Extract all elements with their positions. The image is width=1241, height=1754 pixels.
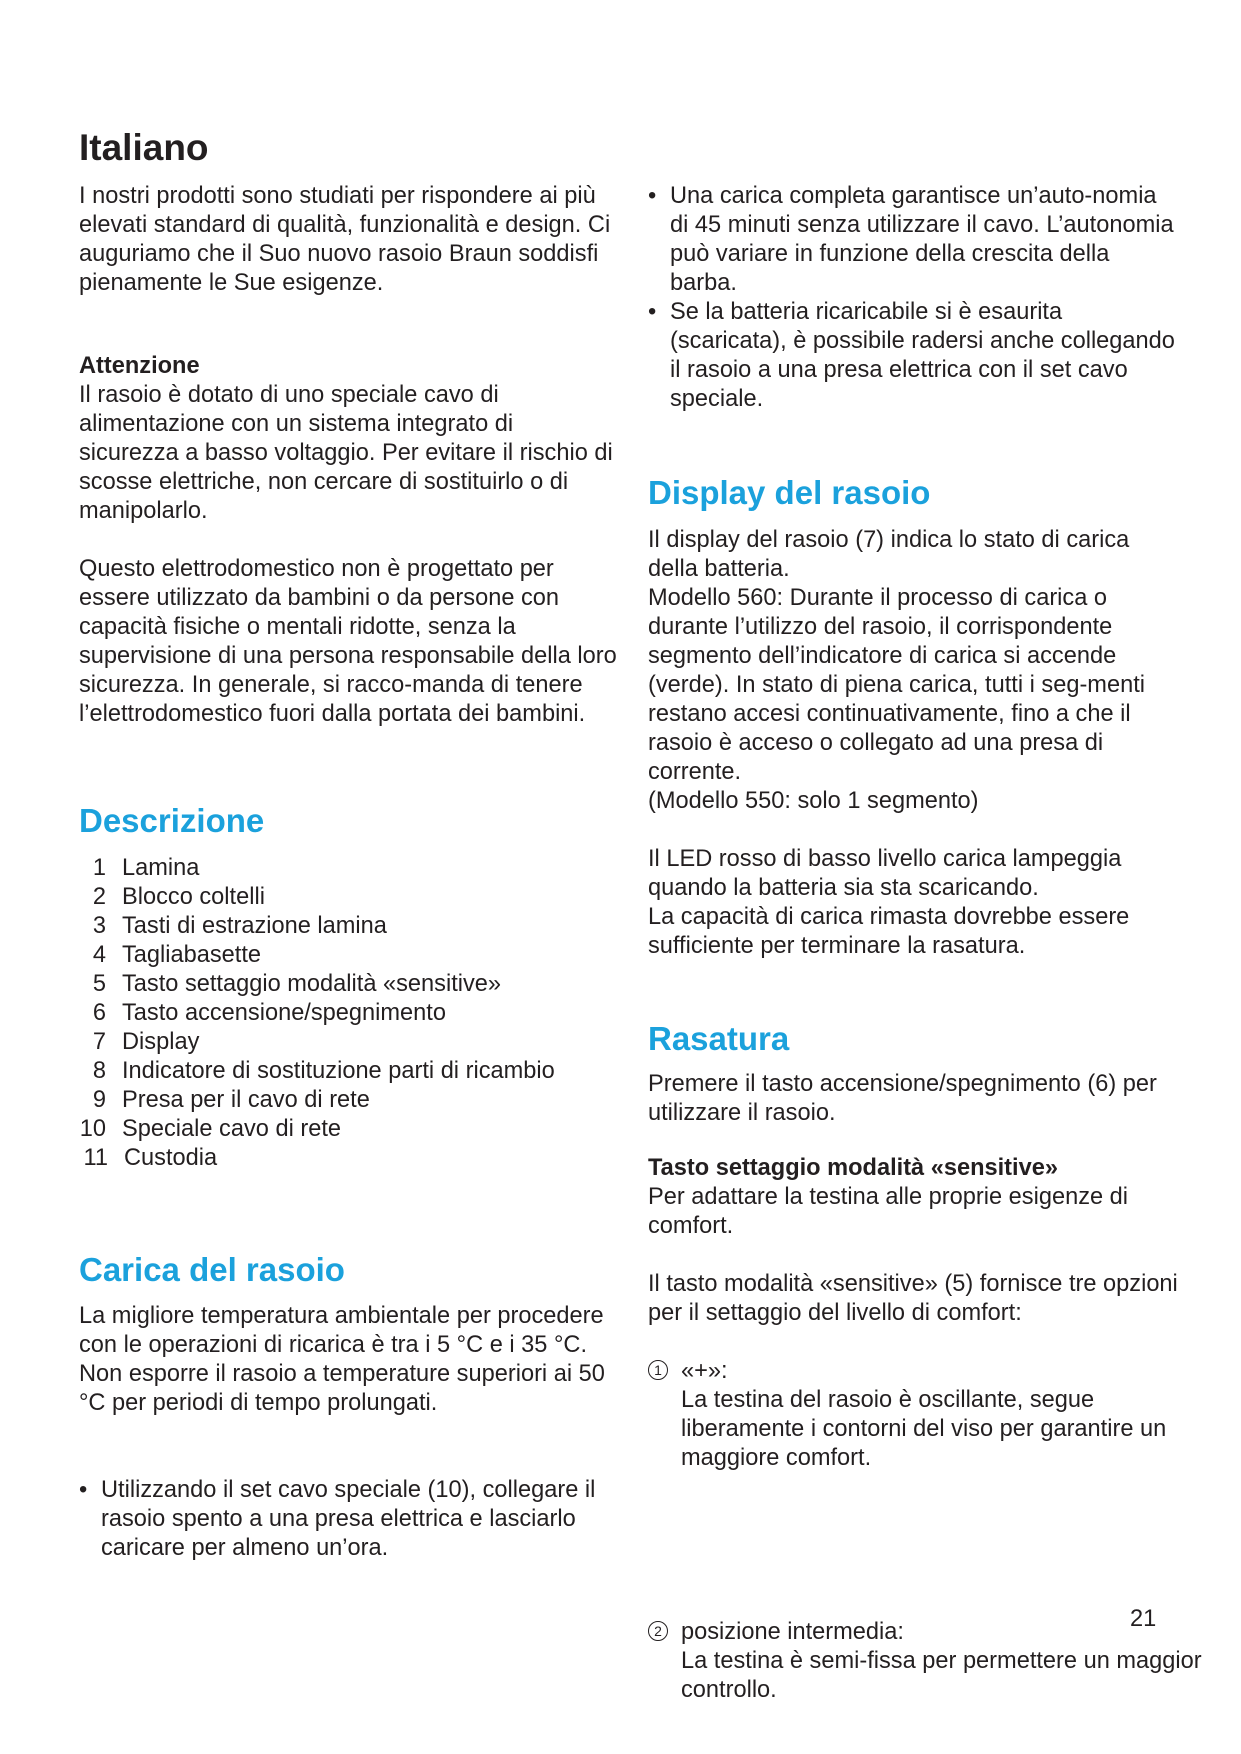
list-item: 6 Tasto accensione/spegnimento [92,1000,446,1026]
display-heading: Display del rasoio [648,474,931,511]
intro-paragraph: I nostri prodotti sono studiati per rispondere ai più elevati standard di qualità, funzionalità e design. Ci auguriamo che il Suo nuovo rasoio Braun soddisfi pienamente le Sue esigenze. [79,183,611,296]
list-item: 10 Speciale cavo di rete [79,1116,342,1142]
language-title: Italiano [79,127,209,168]
comfort-option-2 [648,1618,1211,1705]
option-2-title: posizione intermedia: [681,1619,904,1645]
shaving-paragraph-2: Per adattare la testina alle proprie esigenze di comfort. [648,1184,1129,1239]
list-item: • Utilizzando il set cavo speciale (10), collegare il rasoio spento a una presa elettrica e lasciarlo caricare per almeno un’ora. [79,1476,619,1563]
list-item: • Una carica completa garantisce un’auto-nomia di 45 minuti senza utilizzare il cavo. L’autonomia può variare in funzione della crescita della barba. [648,182,1178,298]
attention-heading: Attenzione [79,353,200,379]
shaving-paragraph-3: Il tasto modalità «sensitive» (5) fornisce tre opzioni per il settaggio del livello di comfort: [648,1271,1178,1326]
list-item: 5 Tasto settaggio modalità «sensitive» [92,971,502,997]
list-item: 9 Presa per il cavo di rete [92,1087,370,1113]
charging-bullets [79,1476,619,1563]
attention-paragraph-1: Il rasoio è dotato di uno speciale cavo di alimentazione con un sistema integrato di sicurezza a basso voltaggio. Per evitare il rischio di scosse elettriche, non cercare di sostituirlo o di manipolarlo. [79,382,613,524]
description-heading: Descrizione [79,802,265,839]
display-paragraph-2: Modello 560: Durante il processo di carica o durante l’utilizzo del rasoio, il corrispondente segmento dell’indicatore di carica si accende (verde). In stato di piena carica, tutti i seg-menti restano accesi continuativamente, fino a che il rasoio è acceso o collegato ad una presa di corrente. [648,585,1146,785]
sensitive-subheading: Tasto settaggio modalità «sensitive» [648,1155,1058,1181]
list-item: 4 Tagliabasette [92,942,262,968]
list-item: 8 Indicatore di sostituzione parti di ricambio [92,1058,555,1084]
display-paragraph-1: Il display del rasoio (7) indica lo stato di carica della batteria. [648,527,1130,582]
shaving-paragraph-1: Premere il tasto accensione/spegnimento (6) per utilizzare il rasoio. [648,1071,1157,1126]
comfort-option-1 [648,1357,1211,1473]
option-1-text: La testina del rasoio è oscillante, segue liberamente i contorni del viso per garantire un maggiore comfort. [681,1387,1167,1471]
list-item: • Se la batteria ricaricabile si è esaurita (scaricata), è possibile radersi anche collegando il rasoio a una presa elettrica con il set cavo speciale. [648,298,1178,414]
shaving-heading: Rasatura [648,1020,790,1057]
display-paragraph-4: Il LED rosso di basso livello carica lampeggia quando la batteria sia sta scaricando. [648,846,1122,901]
circled-number-2: 2 [648,1621,668,1641]
page-number: 21 [1130,1606,1157,1632]
charging-heading: Carica del rasoio [79,1251,345,1288]
parts-list [79,854,619,1173]
list-item: 1 Lamina [92,855,200,881]
circled-number-1: 1 [648,1360,668,1380]
charging-bullets-continued [648,182,1178,414]
list-item: 7 Display [92,1029,200,1055]
list-item: 2 Blocco coltelli [92,884,265,910]
display-paragraph-5: La capacità di carica rimasta dovrebbe essere sufficiente per terminare la rasatura. [648,904,1130,959]
option-2-text: La testina è semi-fissa per permettere un maggior controllo. [681,1648,1202,1703]
charging-paragraph: La migliore temperatura ambientale per procedere con le operazioni di ricarica è tra i 5 °C e i 35 °C. Non esporre il rasoio a temperature superiori ai 50 °C per periodi di tempo prolungati. [79,1303,605,1416]
option-1-title: «+»: [681,1358,728,1384]
attention-paragraph-2: Questo elettrodomestico non è progettato per essere utilizzato da bambini o da persone con capacità fisiche o mentali ridotte, senza la supervisione di una persona responsabile della loro sicurezza. In generale, si racco-manda di tenere l’elettrodomestico fuori dalla portata dei bambini. [79,556,617,727]
list-item: 3 Tasti di estrazione lamina [92,913,387,939]
display-paragraph-3: (Modello 550: solo 1 segmento) [648,788,979,814]
list-item: 11 Custodia [83,1145,218,1171]
